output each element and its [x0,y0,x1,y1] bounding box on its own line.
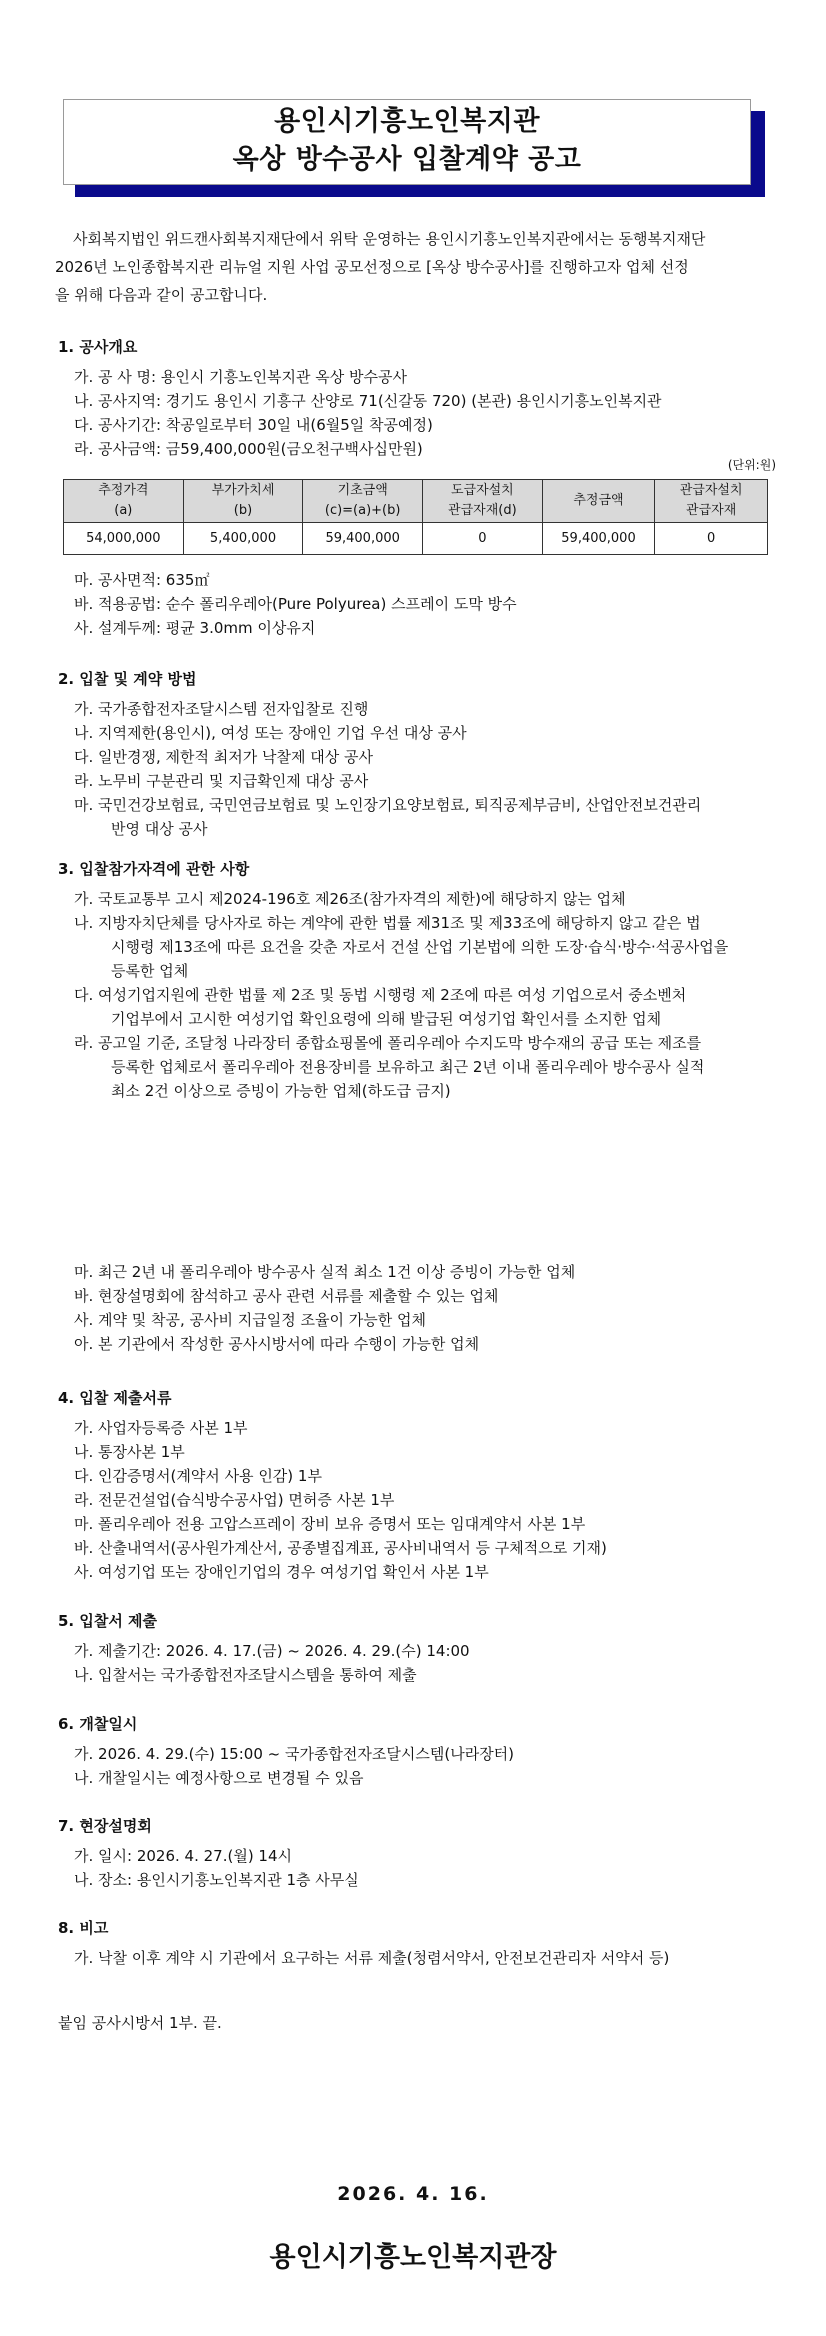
list-item: 사. 설계두께: 평균 3.0mm 이상유지 [74,619,316,637]
section-heading: 3. 입찰참가자격에 관한 사항 [58,860,250,878]
section-heading: 2. 입찰 및 계약 방법 [58,670,197,688]
list-item: 가. 사업자등록증 사본 1부 [74,1419,248,1437]
list-item: 사. 계약 및 착공, 공사비 지급일정 조율이 가능한 업체 [74,1311,426,1329]
list-item: 가. 국가종합전자조달시스템 전자입찰로 진행 [74,700,369,718]
section-opening [58,1712,778,1790]
section-heading: 6. 개찰일시 [58,1715,138,1733]
section-heading: 7. 현장설명회 [58,1817,152,1835]
section-eligibility [58,857,778,1103]
list-item: 나. 장소: 용인시기흥노인복지관 1층 사무실 [74,1871,359,1889]
list-item: 나. 통장사본 1부 [74,1443,185,1461]
section-heading: 4. 입찰 제출서류 [58,1389,172,1407]
list-item: 가. 2026. 4. 29.(수) 15:00 ~ 국가종합전자조달시스템(나라장터) [74,1745,515,1763]
table-cell: 0 [655,523,768,555]
list-item: 사. 여성기업 또는 장애인기업의 경우 여성기업 확인서 사본 1부 [74,1563,489,1581]
table-header-cell: 관급자설치 관급자재 [655,480,768,523]
table-header-cell: 기초금액 (c)=(a)+(b) [303,480,423,523]
list-item: 나. 입찰서는 국가종합전자조달시스템을 통하여 제출 [74,1666,417,1684]
table-header-cell: 부가가치세 (b) [183,480,303,523]
table-header-row [64,480,768,523]
table-row [64,523,768,555]
signature-line: 용인시기흥노인복지관장 [269,2242,557,2273]
section-documents [58,1386,778,1584]
section-heading: 8. 비고 [58,1919,109,1937]
list-item: 다. 공사기간: 착공일로부터 30일 내(6월5일 착공예정) [74,416,433,434]
title-box [63,99,751,185]
list-item: 가. 낙찰 이후 계약 시 기관에서 요구하는 서류 제출(청렴서약서, 안전보건관리자 서약서 등) [74,1949,670,1967]
section-overview-cont [58,568,778,640]
list-item: 마. 최근 2년 내 폴리우레아 방수공사 실적 최소 1건 이상 증빙이 가능한 업체 [74,1263,576,1281]
list-item: 가. 제출기간: 2026. 4. 17.(금) ~ 2026. 4. 29.(수) 14:00 [74,1642,470,1660]
table-cell: 0 [423,523,543,555]
list-item: 바. 현장설명회에 참석하고 공사 관련 서류를 제출할 수 있는 업체 [74,1287,499,1305]
list-item: 라. 노무비 구분관리 및 지급확인제 대상 공사 [74,772,369,790]
list-item: 마. 공사면적: 635㎡ [74,571,210,589]
list-item: 나. 개찰일시는 예정사항으로 변경될 수 있음 [74,1769,364,1787]
list-item: 마. 국민건강보험료, 국민연금보험료 및 노인장기요양보험료, 퇴직공제부금비, 산업안전보건관리 반영 대상 공사 [74,796,702,838]
intro-paragraph [55,225,775,309]
table-cell: 54,000,000 [64,523,184,555]
list-item: 다. 일반경쟁, 제한적 최저가 낙찰제 대상 공사 [74,748,373,766]
list-item: 라. 전문건설업(습식방수공사업) 면허증 사본 1부 [74,1491,395,1509]
list-item: 라. 공사금액: 금59,400,000원(금오천구백사십만원) [74,440,423,458]
section-remarks [58,1916,778,1970]
list-item: 가. 국토교통부 고시 제2024-196호 제26조(참가자격의 제한)에 해당하지 않는 업체 [74,890,626,908]
section-submission [58,1609,778,1687]
title-line-1: 용인시기흥노인복지관 [274,106,540,137]
table-cell: 5,400,000 [183,523,303,555]
list-item: 바. 산출내역서(공사원가계산서, 공종별집계표, 공사비내역서 등 구체적으로 기재) [74,1539,607,1557]
list-item: 다. 인감증명서(계약서 사용 인감) 1부 [74,1467,322,1485]
list-item: 다. 여성기업지원에 관한 법률 제 2조 및 동법 시행령 제 2조에 따른 여성 기업으로서 중소벤처 기업부에서 고시한 여성기업 확인요령에 의해 발급된 여성기업 확인서를 소지한 업체 [74,986,687,1028]
table-header-cell: 추정금액 [542,480,655,523]
section-bid-method [58,667,778,841]
cost-table [63,479,768,555]
section-heading: 1. 공사개요 [58,338,138,356]
list-item: 가. 공 사 명: 용인시 기흥노인복지관 옥상 방수공사 [74,368,408,386]
title-line-2: 옥상 방수공사 입찰계약 공고 [232,144,582,175]
table-cell: 59,400,000 [303,523,423,555]
section-overview [58,335,778,461]
section-eligibility-cont [58,1260,778,1356]
list-item: 나. 지역제한(용인시), 여성 또는 장애인 기업 우선 대상 공사 [74,724,467,742]
list-item: 나. 공사지역: 경기도 용인시 기흥구 산양로 71(신갈동 720) (본관) 용인시기흥노인복지관 [74,392,662,410]
list-item: 라. 공고일 기준, 조달청 나라장터 종합쇼핑몰에 폴리우레아 수지도막 방수재의 공급 또는 제조를 등록한 업체로서 폴리우레아 전용장비를 보유하고 최근 2년 이내 폴리우레아 방수공사 실적 최소 2건 이상으로 증빙이 가능한 업체(하도급 금지) [74,1034,705,1100]
table-header-cell: 추정가격 (a) [64,480,184,523]
intro-line: 2026년 노인종합복지관 리뉴얼 지원 사업 공모선정으로 [옥상 방수공사]를 진행하고자 업체 선정 [55,258,689,276]
table-header-cell: 도급자설치 관급자재(d) [423,480,543,523]
intro-line: 을 위해 다음과 같이 공고합니다. [55,286,268,304]
announcement-date: 2026. 4. 16. [337,2183,489,2205]
section-site-briefing [58,1814,778,1892]
list-item: 바. 적용공법: 순수 폴리우레아(Pure Polyurea) 스프레이 도막 방수 [74,595,517,613]
unit-label: (단위:원) [727,458,776,472]
attachment-note: 붙임 공사시방서 1부. 끝. [58,2014,222,2032]
list-item: 아. 본 기관에서 작성한 공사시방서에 따라 수행이 가능한 업체 [74,1335,480,1353]
section-heading: 5. 입찰서 제출 [58,1612,158,1630]
table-cell: 59,400,000 [542,523,655,555]
list-item: 가. 일시: 2026. 4. 27.(월) 14시 [74,1847,293,1865]
list-item: 나. 지방자치단체를 당사자로 하는 계약에 관한 법률 제31조 및 제33조에 해당하지 않고 같은 법 시행령 제13조에 따른 요건을 갖춘 자로서 건설 산업 기본법에 의한 도장·습식·방수·석공사업을 등록한 업체 [74,914,729,980]
intro-line: 사회복지법인 위드캔사회복지재단에서 위탁 운영하는 용인시기흥노인복지관에서는 동행복지재단 [73,230,706,248]
list-item: 마. 폴리우레아 전용 고압스프레이 장비 보유 증명서 또는 임대계약서 사본 1부 [74,1515,586,1533]
